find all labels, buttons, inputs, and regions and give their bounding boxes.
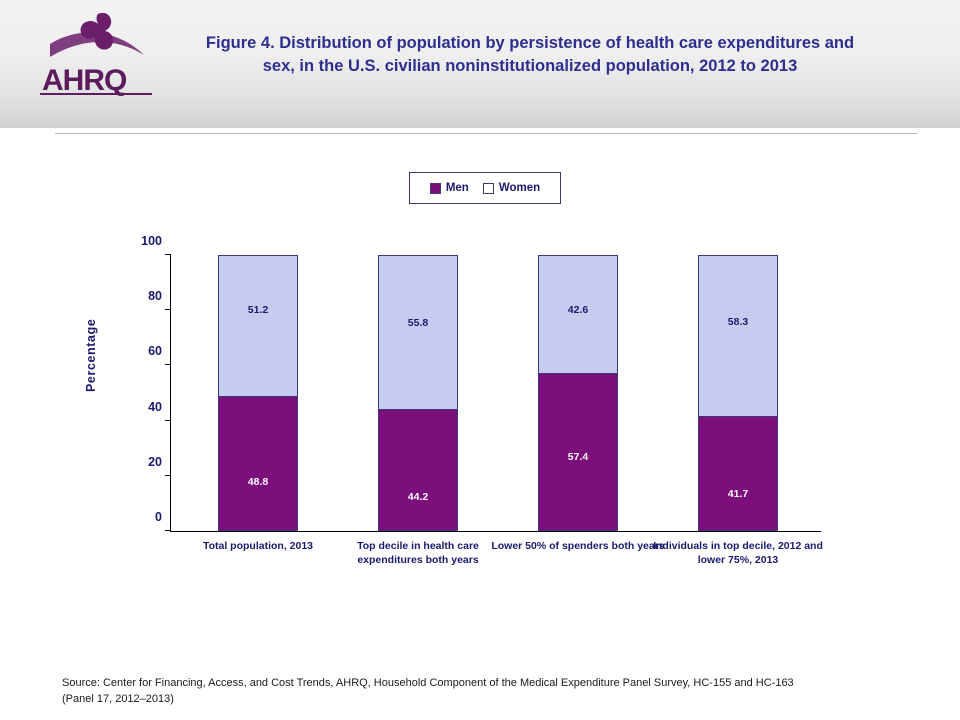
y-tick-label: 20 — [148, 454, 162, 469]
source-line-1: Source: Center for Financing, Access, and Cost Trends, AHRQ, Household Component of the Medical Expenditure Panel Survey, HC-155 and HC-163 — [62, 677, 794, 689]
page-title: Figure 4. Distribution of population by persistence of health care expenditures and sex, in the U.S. civilian noninstitutionalized population, 2012 to 2013 — [205, 34, 855, 76]
source-note — [62, 676, 912, 707]
legend-item-women — [483, 182, 540, 194]
y-tick-mark — [165, 530, 171, 531]
bar-stack — [698, 255, 778, 531]
title-divider — [55, 133, 917, 134]
ahrq-logo — [36, 10, 156, 96]
y-tick-label: 0 — [155, 510, 162, 524]
bar-stack — [218, 255, 298, 531]
bar-segment-women[interactable] — [538, 255, 618, 373]
bar-segment-men[interactable] — [218, 396, 298, 531]
bar-value-women: 58.3 — [727, 316, 749, 328]
chart-legend — [409, 172, 561, 204]
y-tick-label: 100 — [141, 234, 162, 248]
y-tick-mark — [165, 309, 171, 310]
y-axis-title: Percentage — [84, 318, 98, 392]
x-category-label: Top decile in health care expenditures both years — [357, 540, 479, 566]
source-line-2: (Panel 17, 2012–2013) — [62, 692, 174, 705]
bar-segment-men[interactable] — [538, 373, 618, 531]
legend-label-men: Men — [445, 182, 469, 194]
chart-plot-area — [141, 234, 823, 566]
y-tick-mark — [165, 364, 171, 365]
bar-stack — [378, 255, 458, 531]
bar-value-men: 41.7 — [727, 487, 749, 500]
bar-value-women: 42.6 — [567, 304, 589, 316]
bar-stack — [538, 255, 618, 531]
x-category-label: Individuals in top decile, 2012 and lower 75%, 2013 — [653, 540, 823, 566]
y-tick-label: 80 — [148, 289, 162, 304]
bar-segment-women[interactable] — [218, 255, 298, 396]
y-tick-mark — [165, 475, 171, 476]
bar-segment-men[interactable] — [378, 409, 458, 531]
x-category-label: Total population, 2013 — [202, 540, 314, 552]
legend-item-men — [430, 182, 469, 194]
bar-value-men: 44.2 — [407, 491, 429, 503]
y-tick-label: 60 — [148, 344, 162, 359]
y-tick-label: 40 — [148, 399, 162, 414]
bar-segment-men[interactable] — [698, 416, 778, 531]
legend-swatch-men — [430, 183, 441, 194]
bar-value-men: 57.4 — [567, 450, 589, 463]
bar-value-women: 55.8 — [407, 317, 429, 329]
bar-value-women: 51.2 — [247, 304, 269, 316]
x-category-label: Lower 50% of spenders both years — [491, 540, 665, 552]
y-tick-mark — [165, 420, 171, 421]
bar-segment-women[interactable] — [378, 255, 458, 409]
legend-swatch-women — [483, 183, 494, 194]
bar-segment-women[interactable] — [698, 255, 778, 416]
y-tick-mark — [165, 254, 171, 255]
svg-text:AHRQ: AHRQ — [42, 64, 127, 96]
bar-value-men: 48.8 — [247, 476, 269, 489]
legend-label-women: Women — [498, 182, 541, 194]
